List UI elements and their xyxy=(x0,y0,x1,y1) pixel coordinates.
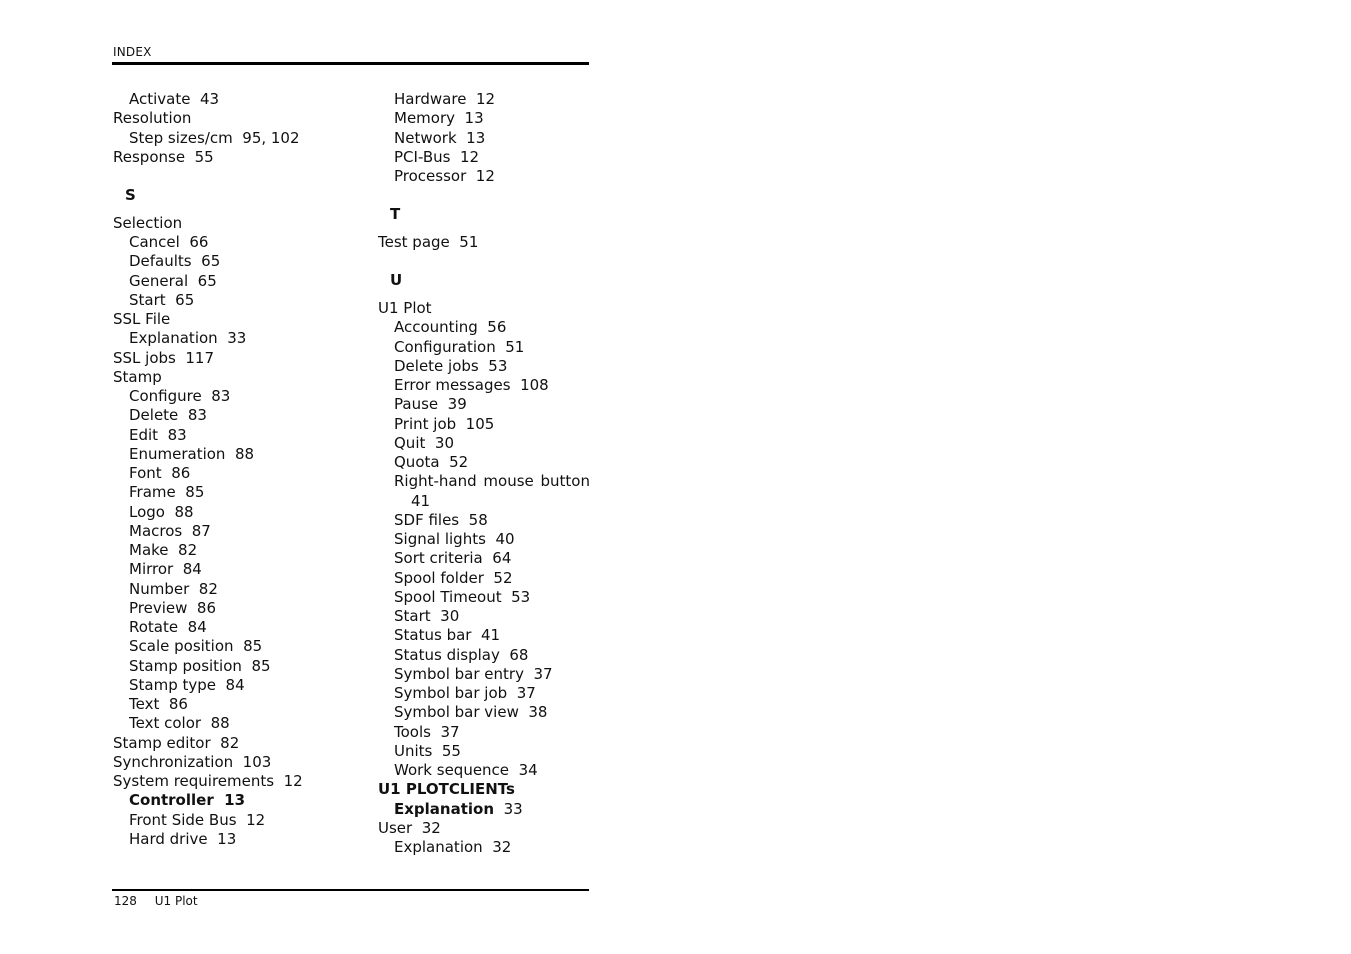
index-subentry: Edit 83 xyxy=(129,425,187,444)
index-subentry: Memory 13 xyxy=(394,109,484,128)
index-subentry: Mirror 84 xyxy=(129,560,202,579)
index-subentry: Sort criteria 64 xyxy=(394,549,512,568)
index-subentry: Enumeration 88 xyxy=(129,444,255,463)
index-entry-word: mouse xyxy=(483,472,534,491)
index-subentry: Stamp position 85 xyxy=(129,656,271,675)
index-subentry: Hard drive 13 xyxy=(129,829,237,848)
index-subentry: Font 86 xyxy=(129,464,191,482)
index-subentry: Symbol bar view 38 xyxy=(394,703,548,722)
index-term: Explanation xyxy=(394,799,495,818)
index-subentry: Controller 13 xyxy=(129,791,246,810)
index-subentry: Quit 30 xyxy=(394,433,454,452)
index-subentry: Spool Timeout 53 xyxy=(394,587,531,606)
index-subentry: Defaults 65 xyxy=(129,252,221,271)
index-group-t xyxy=(378,233,590,252)
index-entry: U1 Plot xyxy=(378,299,432,317)
index-subentry: Pause 39 xyxy=(394,395,467,414)
index-entry: System requirements 12 xyxy=(113,772,303,790)
index-subentry: Accounting 56 xyxy=(394,318,507,337)
index-subentry: Text 86 xyxy=(129,695,188,713)
index-group-s xyxy=(113,214,353,849)
index-subentry: Step sizes/cm 95, 102 xyxy=(129,128,300,147)
index-subentry: Front Side Bus 12 xyxy=(129,810,266,829)
index-subentry: Text color 88 xyxy=(129,714,230,733)
index-subentry: Start 65 xyxy=(129,290,195,309)
index-subentry: Delete jobs 53 xyxy=(394,356,508,375)
index-subentry: Symbol bar entry 37 xyxy=(394,664,553,683)
page-footer xyxy=(114,894,198,908)
index-entry: Stamp xyxy=(113,367,162,386)
index-subentry: Symbol bar job 37 xyxy=(394,684,536,702)
index-letter-heading: U xyxy=(390,270,403,289)
index-subentry: PCI-Bus 12 xyxy=(394,147,480,166)
index-subentry: Status display 68 xyxy=(394,645,529,664)
index-subentry: 41 xyxy=(411,491,431,510)
index-subentry xyxy=(378,472,590,491)
index-subentry: Network 13 xyxy=(394,128,486,147)
index-group-u xyxy=(378,299,590,857)
index-group-r xyxy=(113,90,353,167)
index-entry: Synchronization 103 xyxy=(113,752,272,771)
index-subentry: Tools 37 xyxy=(394,722,460,741)
index-subentry: Signal lights 40 xyxy=(394,530,515,548)
index-subentry: Work sequence 34 xyxy=(394,761,538,779)
index-entry: Response 55 xyxy=(113,147,214,166)
index-subentry xyxy=(378,800,590,819)
index-subentry: Units 55 xyxy=(394,741,461,760)
index-entry-word: Right-hand xyxy=(394,472,477,491)
index-subentry: Quota 52 xyxy=(394,453,469,471)
index-subentry: SDF files 58 xyxy=(394,510,488,529)
index-letter-heading: S xyxy=(125,185,136,204)
page-number: 128 xyxy=(114,894,137,908)
index-entry-word: button xyxy=(540,472,590,491)
index-subentry: Explanation 33 xyxy=(129,329,247,348)
index-subentry: Error messages 108 xyxy=(394,376,549,394)
index-subentry: Hardware 12 xyxy=(394,90,496,108)
index-group-s-continued xyxy=(378,90,590,186)
index-subentry: General 65 xyxy=(129,271,217,290)
index-subentry: Macros 87 xyxy=(129,521,211,540)
index-subentry: Scale position 85 xyxy=(129,637,263,656)
index-entry: User 32 xyxy=(378,818,441,837)
index-entry: Test page 51 xyxy=(378,233,479,251)
index-letter-heading: T xyxy=(390,204,401,223)
index-entry: Stamp editor 82 xyxy=(113,733,240,752)
index-subentry: Stamp type 84 xyxy=(129,675,245,694)
index-column-left xyxy=(113,90,353,849)
index-entry: SSL jobs 117 xyxy=(113,348,215,367)
index-subentry: Start 30 xyxy=(394,607,460,625)
index-subentry: Number 82 xyxy=(129,579,218,598)
index-subentry: Status bar 41 xyxy=(394,626,501,645)
index-subentry: Rotate 84 xyxy=(129,618,207,636)
index-subentry: Print job 105 xyxy=(394,414,495,433)
page-header-label: INDEX xyxy=(113,45,152,59)
index-column-right xyxy=(378,90,590,857)
index-subentry: Delete 83 xyxy=(129,406,207,425)
index-subentry: Explanation 32 xyxy=(394,838,512,856)
index-page-ref: 33 xyxy=(494,799,523,818)
index-entry: SSL File xyxy=(113,310,171,328)
index-subentry: Frame 85 xyxy=(129,483,205,502)
index-subentry: Spool folder 52 xyxy=(394,568,513,587)
index-entry: U1 PLOTCLIENTs xyxy=(378,780,515,799)
index-subentry: Configure 83 xyxy=(129,387,231,405)
index-entry: Selection xyxy=(113,213,183,232)
footer-product-name: U1 Plot xyxy=(154,894,198,908)
index-subentry: Logo 88 xyxy=(129,502,194,521)
index-subentry: Processor 12 xyxy=(394,167,495,185)
index-entry: Resolution xyxy=(113,109,192,128)
index-subentry: Cancel 66 xyxy=(129,233,209,251)
index-subentry: Activate 43 xyxy=(129,90,220,108)
footer-rule xyxy=(112,889,589,891)
header-rule xyxy=(112,62,589,65)
index-subentry: Preview 86 xyxy=(129,598,217,617)
index-subentry: Make 82 xyxy=(129,541,198,559)
index-subentry: Configuration 51 xyxy=(394,337,525,356)
